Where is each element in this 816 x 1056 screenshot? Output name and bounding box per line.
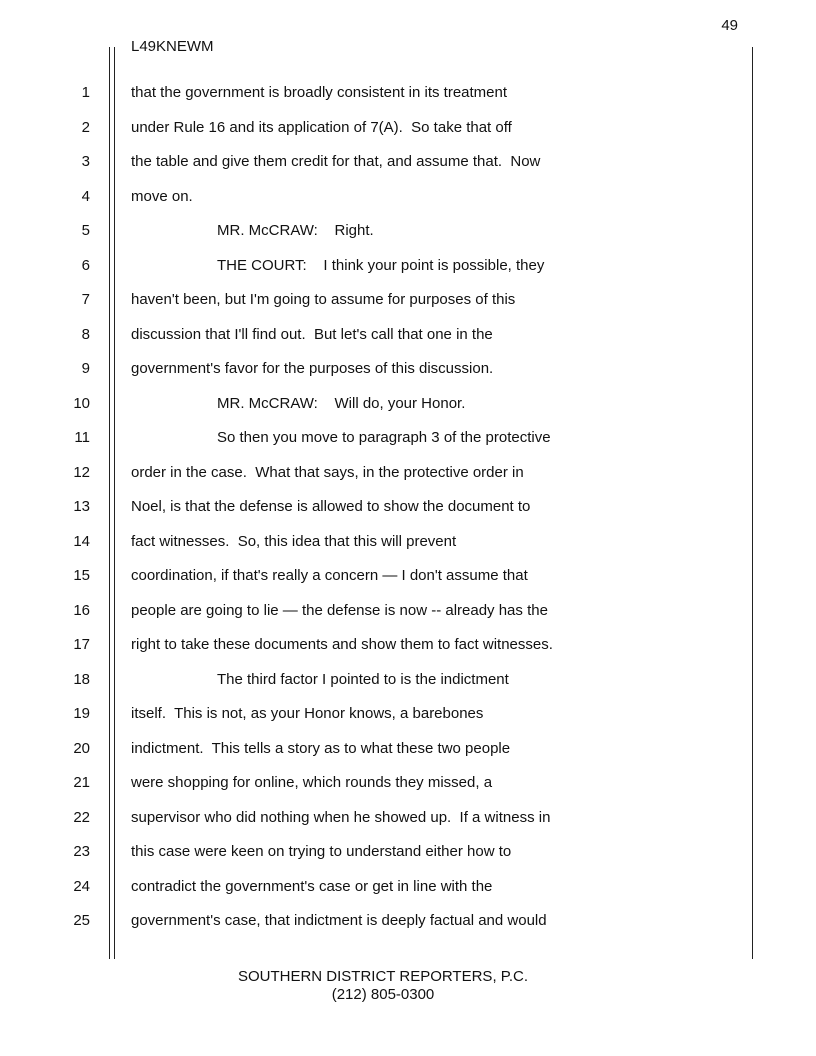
line-number: 15 [73, 567, 90, 584]
transcript-line [0, 912, 816, 946]
line-text: right to take these documents and show them to fact witnesses. [131, 636, 553, 653]
line-text: fact witnesses. So, this idea that this will prevent [131, 532, 457, 550]
transcript-line [0, 360, 816, 394]
line-text: discussion that I'll find out. But let's call that one in the [131, 325, 493, 343]
line-number: 6 [81, 256, 90, 274]
line-number: 1 [81, 84, 90, 101]
transcript-line [0, 153, 816, 187]
line-text: that the government is broadly consistent in its treatment [131, 84, 508, 101]
line-number: 13 [73, 498, 90, 515]
line-number: 20 [73, 739, 90, 757]
line-number: 18 [73, 670, 90, 688]
transcript-line [0, 774, 816, 808]
line-text: move on. [131, 187, 193, 205]
line-text: coordination, if that's really a concern — I don't assume that [131, 567, 528, 584]
line-text: were shopping for online, which rounds they missed, a [131, 774, 493, 791]
line-number: 16 [73, 601, 90, 619]
line-text: government's case, that indictment is deeply factual and would [131, 912, 547, 929]
transcript-line [0, 188, 816, 222]
line-number: 19 [73, 705, 90, 722]
line-text: people are going to lie — the defense is now -- already has the [131, 601, 548, 619]
transcript-line [0, 602, 816, 636]
line-number: 9 [81, 360, 90, 377]
transcript-line [0, 740, 816, 774]
transcript-line [0, 671, 816, 705]
line-text: MR. McCRAW: Right. [217, 222, 374, 239]
line-number: 7 [81, 291, 90, 308]
line-text: this case were keen on trying to understand either how to [131, 843, 512, 860]
line-number: 24 [73, 877, 90, 895]
transcript-line [0, 498, 816, 532]
line-text: MR. McCRAW: Will do, your Honor. [217, 394, 466, 412]
line-number: 3 [81, 153, 90, 170]
transcript-line [0, 222, 816, 256]
line-text: contradict the government's case or get in line with the [131, 877, 493, 895]
line-text: indictment. This tells a story as to what these two people [131, 739, 511, 757]
transcript-line [0, 84, 816, 118]
page-number: 49 [721, 17, 738, 34]
line-number: 17 [73, 636, 90, 653]
line-number: 25 [73, 912, 90, 929]
line-number: 2 [81, 118, 90, 136]
transcript-line [0, 429, 816, 463]
line-number: 8 [81, 325, 90, 343]
transcript-line [0, 464, 816, 498]
transcript-line [0, 705, 816, 739]
line-text: THE COURT: I think your point is possible, they [217, 256, 545, 274]
line-text: supervisor who did nothing when he showed up. If a witness in [131, 808, 551, 826]
line-number: 14 [73, 532, 90, 550]
transcript-line [0, 843, 816, 877]
line-text: itself. This is not, as your Honor knows, a barebones [131, 705, 484, 722]
footer [0, 968, 766, 1004]
line-number: 21 [73, 774, 90, 791]
line-number: 23 [73, 843, 90, 860]
line-text: haven't been, but I'm going to assume for purposes of this [131, 291, 516, 308]
transcript-line [0, 567, 816, 601]
footer-reporter: SOUTHERN DISTRICT REPORTERS, P.C. [237, 968, 529, 985]
transcript-line [0, 809, 816, 843]
footer-phone: (212) 805-0300 [331, 986, 435, 1003]
line-number: 11 [74, 429, 90, 446]
transcript-line [0, 636, 816, 670]
line-number: 10 [73, 394, 90, 412]
line-number: 12 [73, 463, 90, 481]
transcript-line [0, 291, 816, 325]
transcript-line [0, 326, 816, 360]
case-code: L49KNEWM [131, 38, 214, 55]
transcript-line [0, 395, 816, 429]
line-text: the table and give them credit for that, and assume that. Now [131, 153, 541, 170]
line-text: The third factor I pointed to is the indictment [217, 670, 509, 688]
line-number: 4 [81, 187, 90, 205]
line-text: Noel, is that the defense is allowed to show the document to [131, 498, 531, 515]
line-number: 22 [73, 808, 90, 826]
transcript-line [0, 119, 816, 153]
line-text: order in the case. What that says, in the protective order in [131, 463, 524, 481]
line-text: government's favor for the purposes of this discussion. [131, 360, 494, 377]
line-number: 5 [81, 222, 90, 239]
transcript-line [0, 257, 816, 291]
transcript-line [0, 533, 816, 567]
transcript-line [0, 878, 816, 912]
line-text: under Rule 16 and its application of 7(A). So take that off [131, 118, 512, 136]
line-text: So then you move to paragraph 3 of the protective [217, 429, 551, 446]
